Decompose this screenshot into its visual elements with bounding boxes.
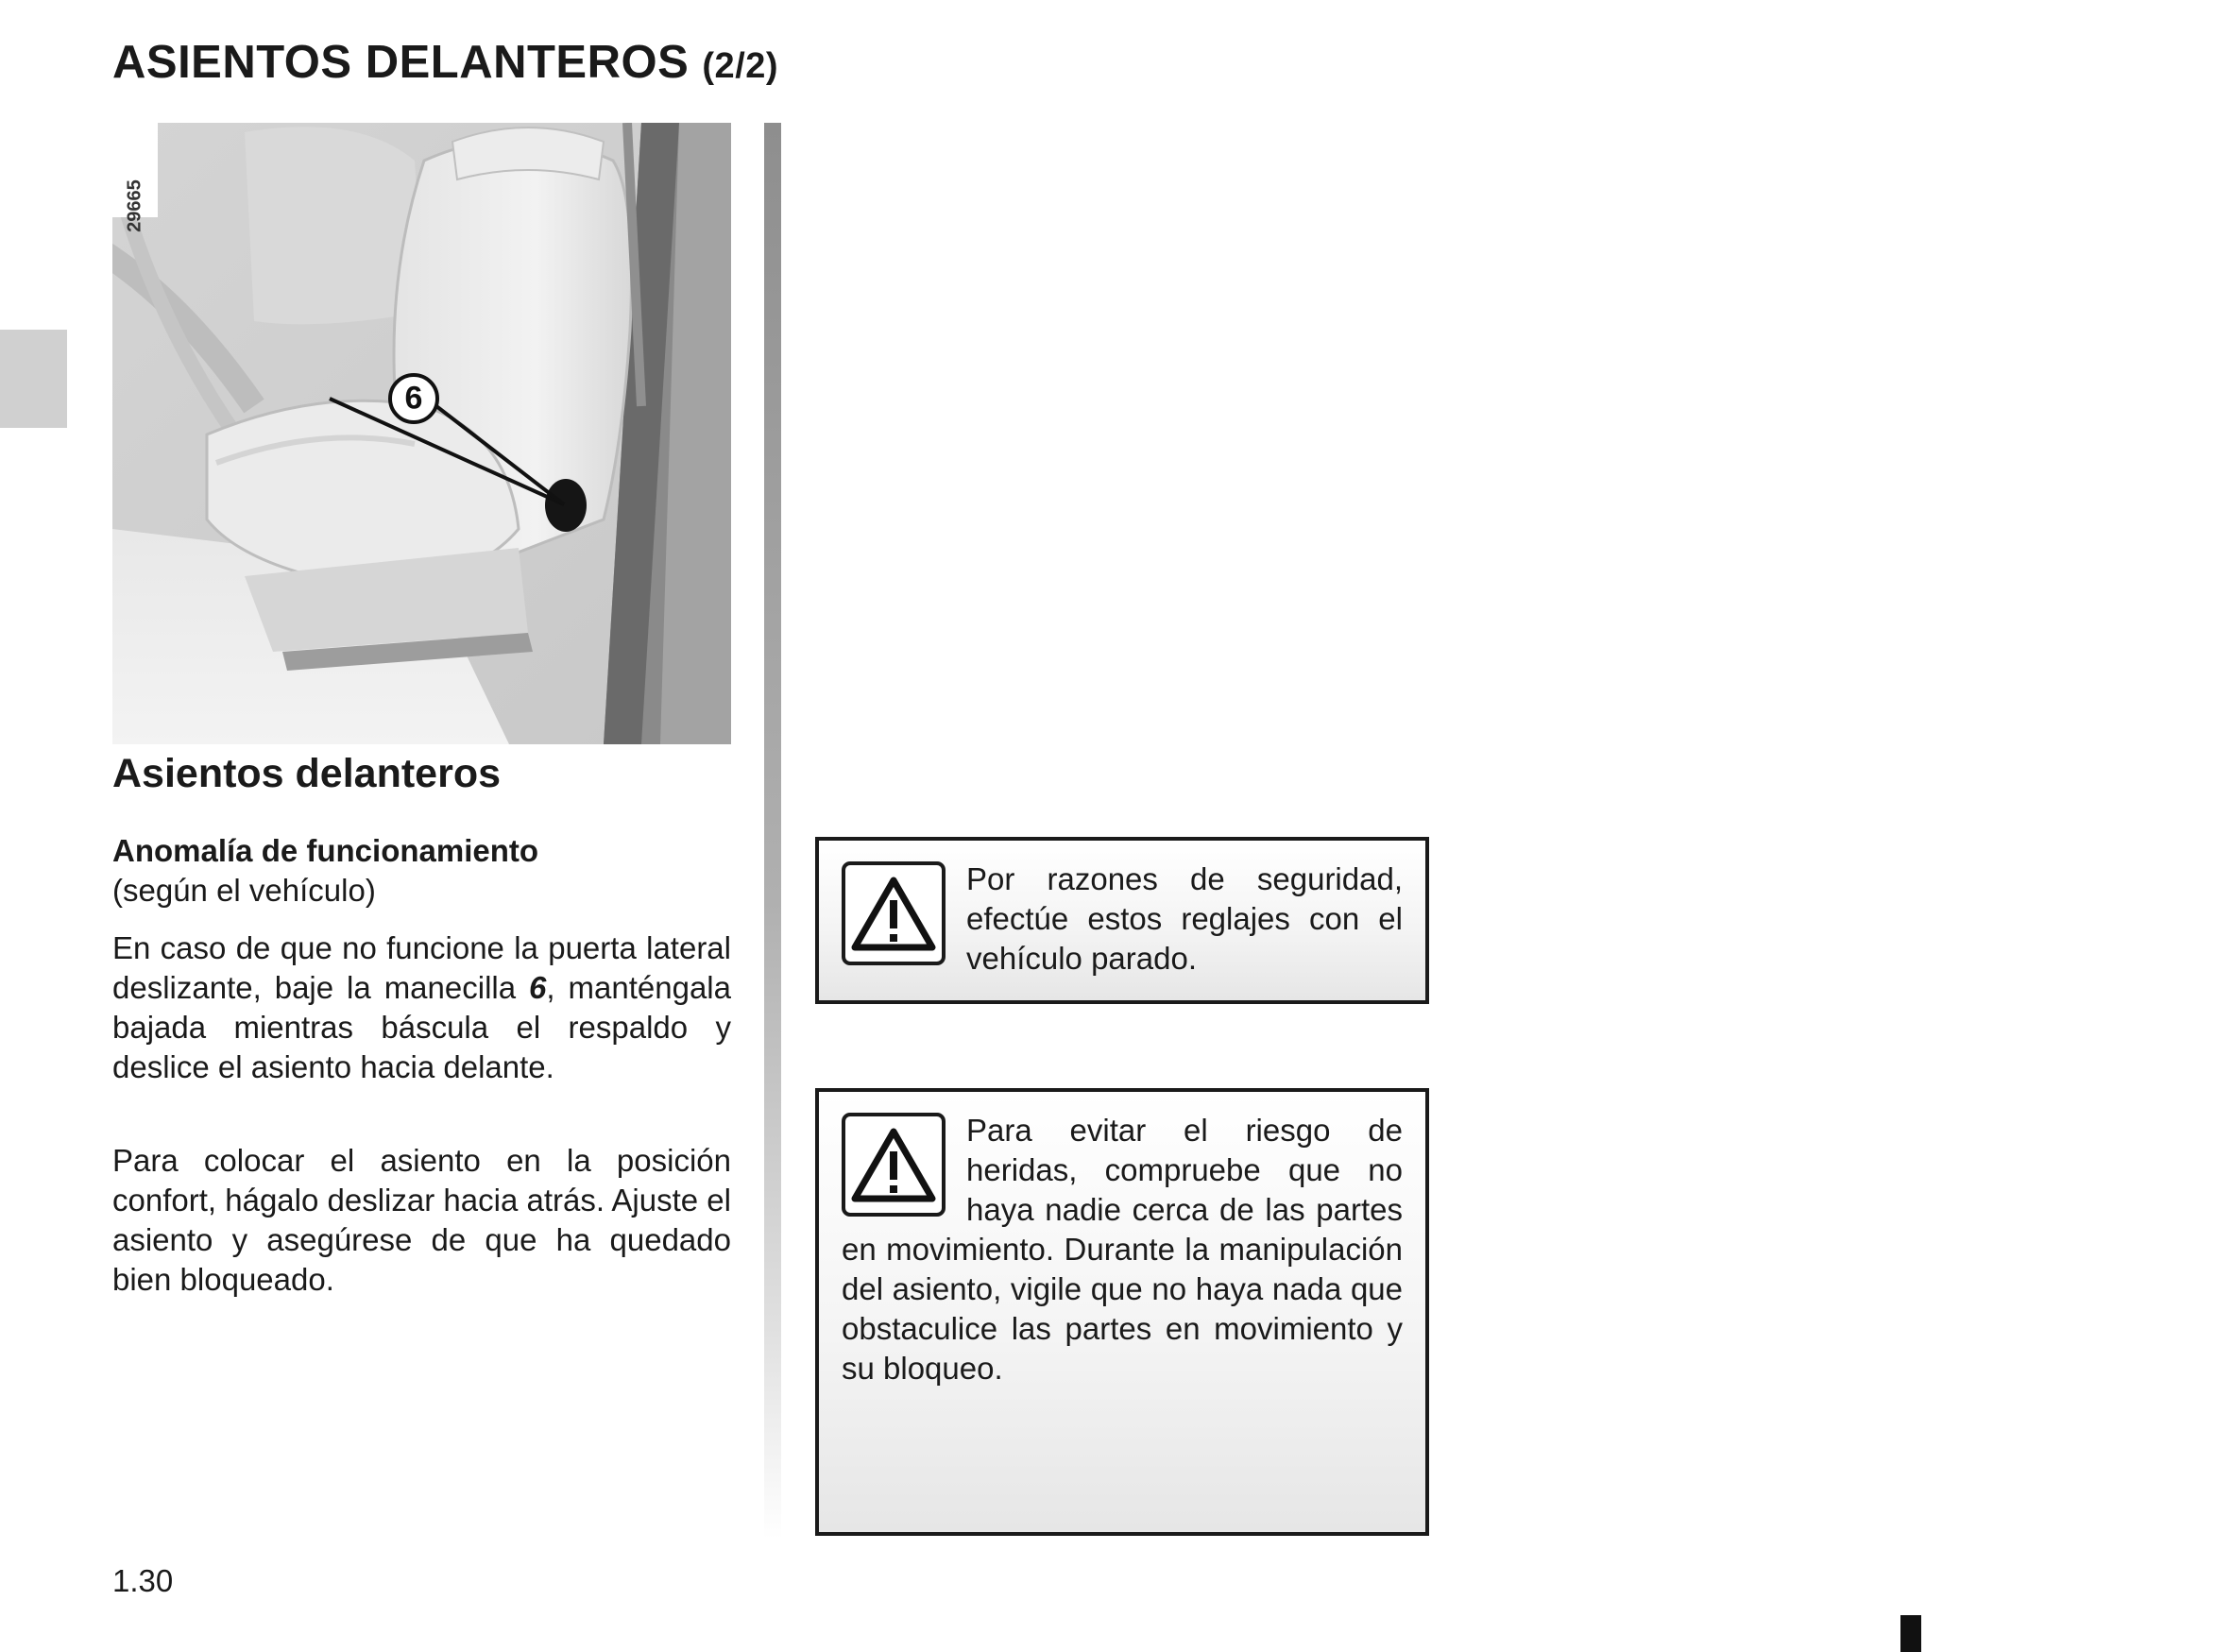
warning-text-2: Para evitar el riesgo de heridas, compruebe que no haya nadie cerca de las partes en movimiento. Durante la manipulación del asiento, vigile que no haya nada que obstaculice las partes en movimiento y su bloqueo. xyxy=(842,1113,1403,1386)
figure-reference-code: 29665 xyxy=(124,179,145,232)
page-title-suffix: (2/2) xyxy=(702,46,779,86)
subheading-note: (según el vehículo) xyxy=(112,873,376,908)
paragraph-1-start: En caso de que no funcione la puerta lateral deslizante, baje la manecilla xyxy=(112,930,731,1005)
callout-label: 6 xyxy=(404,380,423,417)
column-divider xyxy=(764,123,781,1540)
paragraph-2: Para colocar el asiento en la posición confort, hágalo deslizar hacia atrás. Ajuste el asiento y asegúrese de que ha quedado bien bloqueado. xyxy=(112,1143,731,1297)
warning-box-1 xyxy=(815,837,1429,1004)
warning-text-1: Por razones de seguridad, efectúe estos reglajes con el vehículo parado. xyxy=(966,861,1403,976)
warning-triangle-icon xyxy=(842,1113,946,1217)
section-title: Asientos delanteros xyxy=(112,751,501,796)
warning-triangle-icon xyxy=(842,861,946,965)
handle-reference: 6 xyxy=(529,970,547,1005)
page-title-text: ASIENTOS DELANTEROS xyxy=(112,37,690,88)
warning-box-2 xyxy=(815,1088,1429,1536)
subheading: Anomalía de funcionamiento xyxy=(112,833,539,868)
paragraph-1 xyxy=(112,928,731,1087)
page-number: 1.30 xyxy=(112,1563,174,1598)
chapter-tab xyxy=(0,330,67,428)
paragraph-1-end: , manténgala bajada mientras báscula el respaldo y deslice el asiento hacia delante. xyxy=(112,970,731,1084)
section-end-mark xyxy=(1900,1615,1921,1652)
page-title xyxy=(112,36,778,89)
seat-photo xyxy=(112,123,731,744)
subheading-block xyxy=(112,831,731,911)
